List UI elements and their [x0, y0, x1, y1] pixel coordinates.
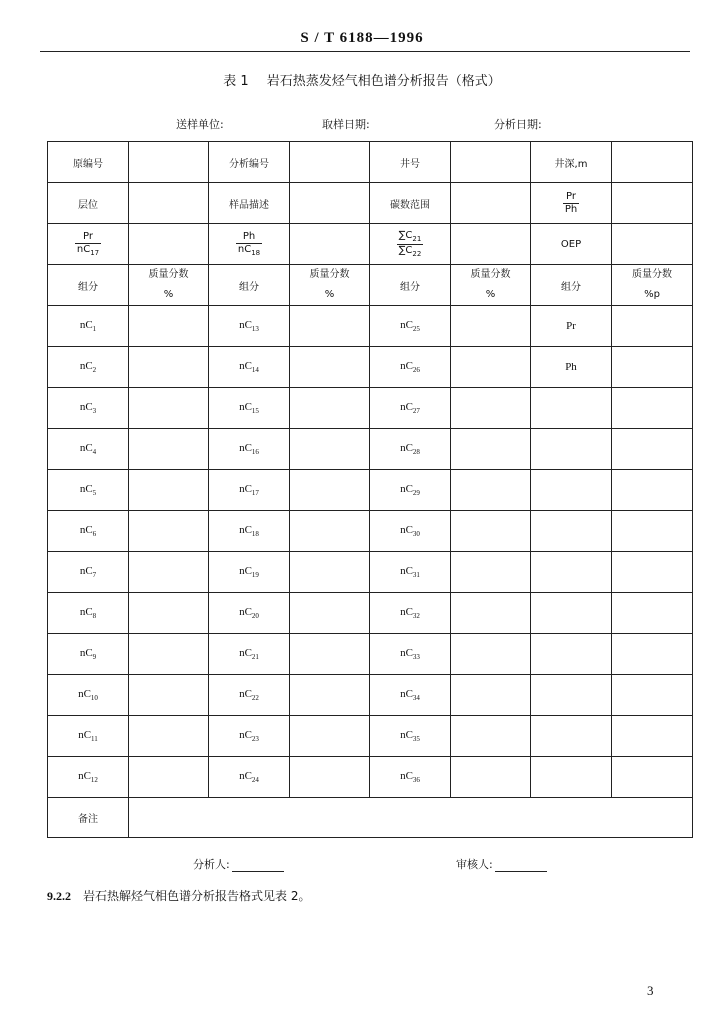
mass-fraction-cell[interactable] — [290, 347, 370, 388]
table-row — [48, 634, 693, 675]
mass-fraction-cell[interactable] — [612, 470, 693, 511]
mass-fraction-cell[interactable] — [129, 306, 209, 347]
mass-fraction-cell[interactable] — [612, 552, 693, 593]
component-cell: $nC_{31}$ — [370, 552, 451, 593]
mass-fraction-cell[interactable] — [451, 757, 531, 798]
analysis-date-label: 分析日期: — [494, 118, 542, 131]
carbon-range-value[interactable] — [451, 183, 531, 224]
mass-fraction-cell[interactable] — [451, 511, 531, 552]
carbon-range-label: 碳数范围 — [370, 183, 451, 224]
mass-fraction-cell[interactable] — [612, 306, 693, 347]
mass-fraction-cell[interactable] — [451, 470, 531, 511]
mass-fraction-header: 质量分数 % — [451, 265, 531, 306]
depth-value[interactable] — [612, 142, 693, 183]
mass-fraction-cell[interactable] — [129, 429, 209, 470]
component-cell: $nC_{12}$ — [48, 757, 129, 798]
sample-desc-value[interactable] — [290, 183, 370, 224]
component-cell — [531, 429, 612, 470]
mass-fraction-cell[interactable] — [290, 593, 370, 634]
component-cell: $nC_{34}$ — [370, 675, 451, 716]
table-title-text: 岩石热蒸发烃气相色谱分析报告（格式） — [266, 74, 501, 89]
mass-fraction-cell[interactable] — [612, 757, 693, 798]
table-row — [48, 388, 693, 429]
clause-text: 岩石热解烃气相色谱分析报告格式见表 2。 — [83, 889, 311, 903]
reviewer-signature-line[interactable] — [495, 861, 547, 872]
report-table — [47, 141, 693, 838]
well-label: 井号 — [370, 142, 451, 183]
mass-fraction-cell[interactable] — [612, 429, 693, 470]
table-row — [48, 552, 693, 593]
info-row-3 — [48, 224, 693, 265]
mass-fraction-cell[interactable] — [290, 429, 370, 470]
table-row — [48, 306, 693, 347]
mass-fraction-cell[interactable] — [612, 675, 693, 716]
component-cell: $nC_{18}$ — [209, 511, 290, 552]
mass-fraction-cell[interactable] — [290, 675, 370, 716]
component-cell: $nC_{11}$ — [48, 716, 129, 757]
component-cell — [531, 675, 612, 716]
mass-fraction-cell[interactable] — [612, 388, 693, 429]
table-row — [48, 511, 693, 552]
component-cell: $nC_8$ — [48, 593, 129, 634]
clause-paragraph — [47, 887, 310, 904]
analyst-signature-line[interactable] — [232, 861, 284, 872]
component-cell: Pr — [531, 306, 612, 347]
sample-desc-label: 样品描述 — [209, 183, 290, 224]
mass-fraction-cell[interactable] — [129, 347, 209, 388]
component-cell — [531, 511, 612, 552]
component-cell — [531, 716, 612, 757]
remark-label: 备注 — [48, 798, 129, 838]
component-cell: $nC_{26}$ — [370, 347, 451, 388]
component-cell: $nC_{13}$ — [209, 306, 290, 347]
column-header-row — [48, 265, 693, 306]
component-cell: $nC_{15}$ — [209, 388, 290, 429]
mass-fraction-cell[interactable] — [290, 511, 370, 552]
remark-value[interactable] — [129, 798, 693, 838]
standard-number: S / T 6188—1996 — [300, 30, 424, 46]
component-cell: $nC_{14}$ — [209, 347, 290, 388]
depth-label: 井深,m — [531, 142, 612, 183]
mass-fraction-cell[interactable] — [612, 634, 693, 675]
component-cell: $nC_{36}$ — [370, 757, 451, 798]
component-cell: $nC_9$ — [48, 634, 129, 675]
component-header: 组分 — [48, 265, 129, 306]
mass-fraction-cell[interactable] — [451, 306, 531, 347]
oep-label: OEP — [531, 224, 612, 265]
component-cell: $nC_{20}$ — [209, 593, 290, 634]
component-cell: $nC_{29}$ — [370, 470, 451, 511]
sample-date-label: 取样日期: — [322, 118, 370, 131]
mass-fraction-cell[interactable] — [451, 716, 531, 757]
component-cell: $nC_4$ — [48, 429, 129, 470]
component-cell: $nC_{28}$ — [370, 429, 451, 470]
table-row — [48, 429, 693, 470]
component-cell: $nC_{33}$ — [370, 634, 451, 675]
mass-fraction-cell[interactable] — [129, 634, 209, 675]
component-cell: $nC_{30}$ — [370, 511, 451, 552]
pr-ph-label: $\frac{Pr}{Ph}$ — [531, 183, 612, 224]
reviewer-label: 审核人: — [456, 858, 493, 871]
mass-fraction-header: 质量分数 %p — [612, 265, 693, 306]
table-row — [48, 593, 693, 634]
analyst-signature — [193, 856, 284, 872]
ph-nc18-label: $\frac{Ph}{nC_{18}}$ — [209, 224, 290, 265]
mass-fraction-cell[interactable] — [451, 388, 531, 429]
analysis-no-label: 分析编号 — [209, 142, 290, 183]
component-cell — [531, 634, 612, 675]
component-cell: $nC_{24}$ — [209, 757, 290, 798]
mass-fraction-header: 质量分数 % — [290, 265, 370, 306]
page-number: 3 — [647, 983, 654, 998]
mass-fraction-cell[interactable] — [129, 388, 209, 429]
component-cell: Ph — [531, 347, 612, 388]
mass-fraction-cell[interactable] — [290, 716, 370, 757]
header-rule — [40, 51, 690, 52]
mass-fraction-cell[interactable] — [290, 388, 370, 429]
component-cell: $nC_{21}$ — [209, 634, 290, 675]
component-cell — [531, 552, 612, 593]
component-cell: $nC_{23}$ — [209, 716, 290, 757]
mass-fraction-cell[interactable] — [451, 593, 531, 634]
table-title — [0, 70, 724, 89]
table-number: 表 1 — [223, 74, 249, 89]
mass-fraction-cell[interactable] — [290, 757, 370, 798]
component-cell: $nC_{17}$ — [209, 470, 290, 511]
mass-fraction-cell[interactable] — [612, 347, 693, 388]
table-row — [48, 470, 693, 511]
component-cell: $nC_{16}$ — [209, 429, 290, 470]
mass-fraction-cell[interactable] — [129, 511, 209, 552]
sample-no-value[interactable] — [129, 142, 209, 183]
sender-unit-label: 送样单位: — [176, 118, 224, 131]
mass-fraction-cell[interactable] — [451, 675, 531, 716]
ph-nc18-value[interactable] — [290, 224, 370, 265]
component-cell: $nC_{19}$ — [209, 552, 290, 593]
layer-value[interactable] — [129, 183, 209, 224]
component-cell — [531, 757, 612, 798]
mass-fraction-cell[interactable] — [129, 757, 209, 798]
mass-fraction-cell[interactable] — [290, 306, 370, 347]
mass-fraction-cell[interactable] — [290, 552, 370, 593]
table-row — [48, 675, 693, 716]
info-row-2 — [48, 183, 693, 224]
component-cell: $nC_2$ — [48, 347, 129, 388]
mass-fraction-header: 质量分数 % — [129, 265, 209, 306]
component-cell: $nC_{22}$ — [209, 675, 290, 716]
analysis-no-value[interactable] — [290, 142, 370, 183]
component-cell: $nC_5$ — [48, 470, 129, 511]
component-cell: $nC_7$ — [48, 552, 129, 593]
layer-label: 层位 — [48, 183, 129, 224]
mass-fraction-cell[interactable] — [129, 675, 209, 716]
component-cell: $nC_{35}$ — [370, 716, 451, 757]
mass-fraction-cell[interactable] — [451, 347, 531, 388]
info-row-1 — [48, 142, 693, 183]
component-cell — [531, 388, 612, 429]
component-cell: $nC_{10}$ — [48, 675, 129, 716]
clause-number: 9.2.2 — [47, 889, 71, 903]
component-cell: $nC_{32}$ — [370, 593, 451, 634]
mass-fraction-cell[interactable] — [129, 470, 209, 511]
table-row — [48, 757, 693, 798]
mass-fraction-cell[interactable] — [129, 593, 209, 634]
remark-row — [48, 798, 693, 838]
component-cell: $nC_3$ — [48, 388, 129, 429]
well-value[interactable] — [451, 142, 531, 183]
sum-ratio-label: $\frac{\sum C_{21}}{\sum C_{22}}$ — [370, 224, 451, 265]
component-cell: $nC_1$ — [48, 306, 129, 347]
mass-fraction-cell[interactable] — [612, 511, 693, 552]
mass-fraction-cell[interactable] — [451, 429, 531, 470]
analyst-label: 分析人: — [193, 858, 230, 871]
reviewer-signature — [456, 856, 547, 872]
mass-fraction-cell[interactable] — [290, 470, 370, 511]
component-cell — [531, 470, 612, 511]
table-row — [48, 716, 693, 757]
mass-fraction-cell[interactable] — [451, 552, 531, 593]
sum-ratio-value[interactable] — [451, 224, 531, 265]
mass-fraction-cell[interactable] — [612, 716, 693, 757]
mass-fraction-cell[interactable] — [129, 552, 209, 593]
pr-nc17-value[interactable] — [129, 224, 209, 265]
component-cell: $nC_{25}$ — [370, 306, 451, 347]
component-cell: $nC_{27}$ — [370, 388, 451, 429]
component-cell — [531, 593, 612, 634]
mass-fraction-cell[interactable] — [612, 593, 693, 634]
oep-value[interactable] — [612, 224, 693, 265]
mass-fraction-cell[interactable] — [129, 716, 209, 757]
mass-fraction-cell[interactable] — [290, 634, 370, 675]
component-header: 组分 — [209, 265, 290, 306]
component-cell: $nC_6$ — [48, 511, 129, 552]
table-row — [48, 347, 693, 388]
mass-fraction-cell[interactable] — [451, 634, 531, 675]
component-header: 组分 — [370, 265, 451, 306]
component-header: 组分 — [531, 265, 612, 306]
pr-ph-value[interactable] — [612, 183, 693, 224]
sample-no-label: 原编号 — [48, 142, 129, 183]
pr-nc17-label: $\frac{Pr}{nC_{17}}$ — [48, 224, 129, 265]
